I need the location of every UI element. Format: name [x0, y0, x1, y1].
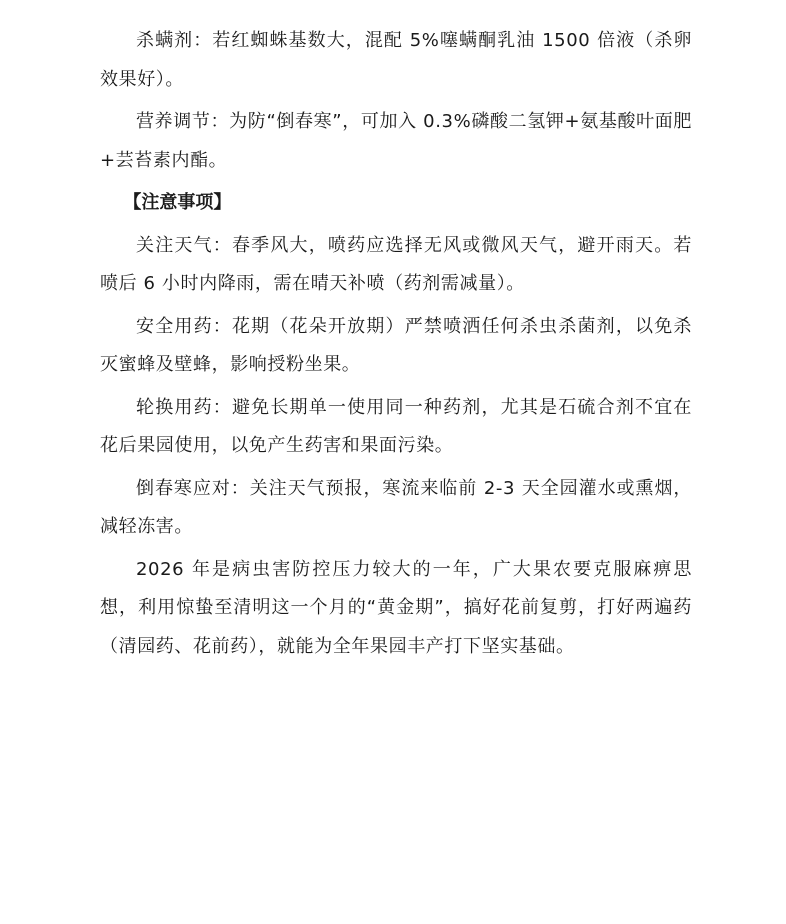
paragraph-nutrition: 营养调节：为防“倒春寒”，可加入 0.3%磷酸二氢钾+氨基酸叶面肥+芸苔素内酯。	[100, 111, 692, 171]
document-page	[100, 22, 692, 670]
paragraph-weather: 关注天气：春季风大，喷药应选择无风或微风天气，避开雨天。若喷后 6 小时内降雨，需在晴天补喷（药剂需减量）。	[100, 234, 692, 294]
section-heading-precautions: 【注意事项】	[123, 192, 232, 213]
paragraph-acaricide: 杀螨剂：若红蜘蛛基数大，混配 5%噻螨酮乳油 1500 倍液（杀卵效果好）。	[100, 30, 692, 90]
paragraph-cold-snap: 倒春寒应对：关注天气预报，寒流来临前 2-3 天全园灌水或熏烟，减轻冻害。	[100, 477, 692, 537]
paragraph-safe-use: 安全用药：花期（花朵开放期）严禁喷洒任何杀虫杀菌剂，以免杀灭蜜蜂及壁蜂，影响授粉坐果。	[100, 315, 692, 375]
paragraph-rotation: 轮换用药：避免长期单一使用同一种药剂，尤其是石硫合剂不宜在花后果园使用，以免产生药害和果面污染。	[100, 396, 692, 456]
paragraph-summary: 2026 年是病虫害防控压力较大的一年，广大果农要克服麻痹思想，利用惊蛰至清明这一个月的“黄金期”，搞好花前复剪，打好两遍药（清园药、花前药），就能为全年果园丰产打下坚实基础。	[100, 558, 692, 657]
